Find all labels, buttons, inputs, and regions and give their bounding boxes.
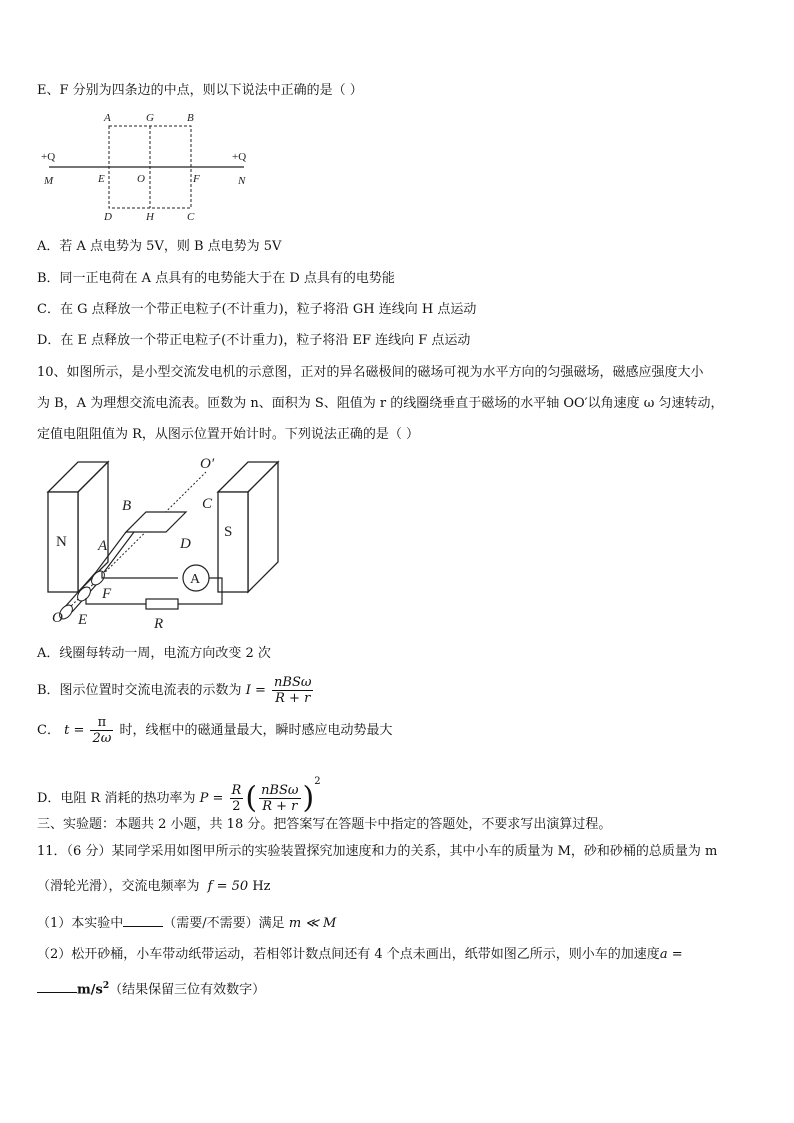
q10-option-d-inner-denominator: R + r: [262, 799, 298, 814]
q11-sub2-unit: m/s: [77, 982, 103, 998]
q11-sub2-answer-blank[interactable]: [37, 980, 77, 993]
q10-option-d: [37, 760, 321, 821]
q10-option-d-2: 2: [232, 799, 241, 814]
q9-option-c: C．在 G 点释放一个带正电粒子(不计重力)，粒子将沿 GH 连线向 H 点运动: [37, 302, 477, 317]
label-b: B: [122, 498, 132, 514]
q11-sub2-cont: [37, 977, 265, 999]
label-oprime: O′: [200, 456, 215, 472]
label-B: B: [187, 112, 194, 124]
q11-sub2: [37, 946, 683, 964]
q10-option-b-fraction: [272, 675, 313, 706]
label-c: C: [202, 496, 213, 512]
label-N: N: [238, 175, 246, 187]
q10-option-d-inner-numerator: nBSω: [261, 783, 299, 798]
label-a: A: [98, 538, 108, 554]
q10-option-c-t: t =: [64, 723, 85, 738]
q10-option-d-fraction-inner: [259, 783, 300, 814]
q11-line1: 11．（6 分）某同学采用如图甲所示的实验装置探究加速度和力的关系，其中小车的质量为 M，砂和砂桶的总质量为 m: [37, 844, 718, 859]
label-M: M: [44, 175, 54, 187]
q10-option-c-numerator: π: [90, 715, 113, 731]
q10-option-d-r: R: [231, 783, 242, 798]
q10-generator-diagram: [38, 452, 288, 634]
label-O: O: [137, 173, 145, 185]
label-D: D: [104, 211, 112, 223]
section-3-heading: 三、实验题：本题共 2 小题，共 18 分。把答案写在答题卡中指定的答题处，不要求写出演算过程。: [37, 817, 612, 832]
q9-option-a: A．若 A 点电势为 5V，则 B 点电势为 5V: [37, 239, 282, 254]
q11-sub2-tail: （结果保留三位有效数字）: [109, 982, 266, 998]
label-C: C: [187, 211, 195, 223]
q11-sub1-text-b: （需要/不需要）满足: [163, 916, 285, 931]
q10-option-b-text: B．图示位置时交流电流表的示数为: [37, 683, 242, 698]
q10-option-c-text: 时，线框中的磁通量最大，瞬时感应电动势最大: [119, 723, 393, 738]
q11-sub1: [37, 914, 336, 933]
label-r: R: [154, 616, 164, 632]
q10-option-c: [37, 712, 393, 750]
q10-option-b: [37, 672, 315, 710]
charge-left: +Q: [41, 151, 56, 163]
ammeter-label: A: [190, 572, 201, 587]
q9-option-b: B．同一正电荷在 A 点具有的电势能大于在 D 点具有的电势能: [37, 271, 395, 286]
q10-option-b-denominator: R + r: [275, 691, 311, 706]
label-G: G: [146, 112, 154, 124]
q10-line3: 定值电阻阻值为 R，从图示位置开始计时。下列说法正确的是（ ）: [37, 427, 420, 442]
label-F: F: [193, 173, 200, 185]
q11-sub1-condition: m ≪ M: [288, 916, 337, 931]
q11-line2-text: （滑轮光滑），交流电频率为: [37, 879, 200, 894]
q11-frequency-unit: Hz: [252, 879, 271, 894]
right-paren: ): [302, 780, 315, 816]
left-paren: (: [245, 780, 258, 816]
label-H: H: [146, 211, 154, 223]
q10-option-b-numerator: nBSω: [274, 675, 312, 690]
q11-frequency-value: f = 50: [207, 879, 249, 894]
q11-sub1-answer-blank[interactable]: [123, 914, 163, 927]
q10-option-d-exponent: 2: [314, 776, 321, 787]
label-E: E: [98, 173, 105, 185]
q10-line2: 为 B，A 为理想交流电流表。匝数为 n、面积为 S、阻值为 r 的线圈绕垂直于磁场的水平轴 OO′以角速度 ω 匀速转动，: [37, 396, 724, 411]
q10-option-a: A．线圈每转动一周，电流方向改变 2 次: [37, 646, 271, 661]
q9-field-diagram: [36, 108, 266, 228]
q11-sub2-accel: a =: [659, 947, 683, 962]
label-o: O: [52, 610, 63, 626]
q10-option-d-text: D．电阻 R 消耗的热功率为: [37, 791, 196, 806]
q10-option-d-fraction-r2: [230, 783, 244, 814]
q11-sub2-text: （2）松开砂桶，小车带动纸带运动，若相邻计数点间还有 4 个点未画出，纸带如图乙所示，则小车的加速度: [37, 947, 660, 962]
label-d: D: [180, 536, 191, 552]
label-n: N: [56, 534, 67, 550]
label-A: A: [104, 112, 111, 124]
q10-option-c-denominator: 2ω: [92, 731, 112, 746]
q9-option-d: D．在 E 点释放一个带正电粒子(不计重力)，粒子将沿 EF 连线向 F 点运动: [37, 333, 471, 348]
q11-line2: [37, 878, 271, 896]
q11-sub2-unit-exp: 2: [102, 981, 110, 991]
label-f: F: [102, 586, 112, 602]
q9-intro: E、F 分别为四条边的中点，则以下说法中正确的是（ ）: [37, 83, 363, 98]
charge-right: +Q: [232, 151, 247, 163]
q10-option-b-lhs: I =: [245, 683, 266, 698]
label-s: S: [224, 524, 233, 540]
q11-sub1-text-a: （1）本实验中: [37, 916, 124, 931]
q10-option-c-fraction: [90, 715, 113, 746]
label-e: E: [78, 612, 88, 628]
q10-option-d-lhs: P =: [199, 791, 224, 806]
q10-line1: 10、如图所示，是小型交流发电机的示意图，正对的异名磁极间的磁场可视为水平方向的匀强磁场，磁感应强度大小: [37, 365, 704, 380]
q10-option-c-prefix: C．: [37, 723, 60, 738]
